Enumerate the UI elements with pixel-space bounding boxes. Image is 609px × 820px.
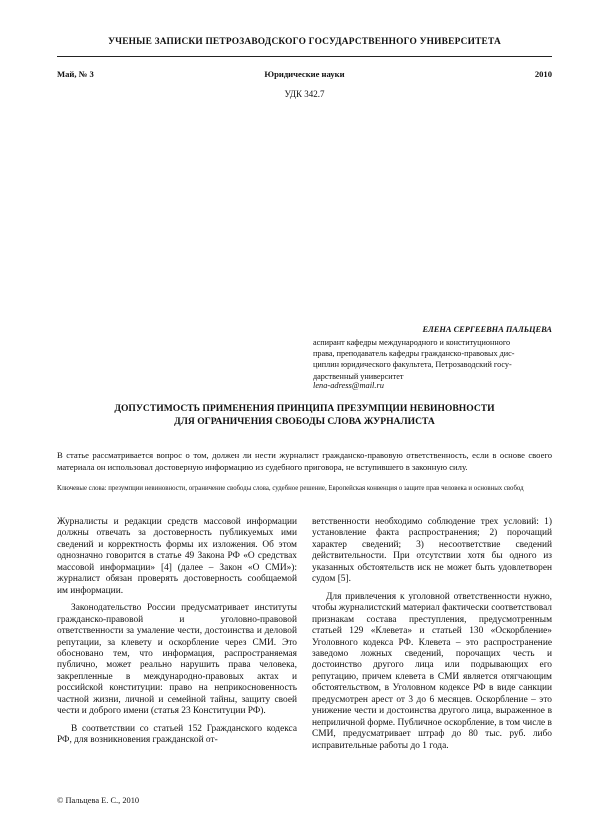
paragraph: ветственности необходимо соблюдение трех условий: 1) установление факта распространения; 2) порочащий характер сведений; 3) несоответствие сведений действительности. При отсутствии хотя бы одного из указанных обстоятельств иск не может быть удовлетворен судом [5]. — [312, 517, 552, 585]
header-divider — [57, 56, 552, 57]
affiliation-line: права, преподаватель кафедры гражданско-правовых дис- — [313, 349, 515, 359]
paragraph: В соответствии со статьей 152 Гражданского кодекса РФ, для возникновения гражданской от- — [57, 723, 297, 746]
body-column-left — [57, 517, 297, 747]
author-affiliation — [313, 337, 552, 382]
article-title — [57, 403, 552, 428]
author-name: ЕЛЕНА СЕРГЕЕВНА ПАЛЬЦЕВА — [422, 325, 552, 334]
body-column-right — [312, 517, 552, 752]
keywords: Ключевые слова: презумпции невиновности, ограничение свободы слова, судебное решение, Европейская конвенция о защите прав человека и основных свобод — [57, 485, 524, 492]
title-line: ДЛЯ ОГРАНИЧЕНИЯ СВОБОДЫ СЛОВА ЖУРНАЛИСТА — [174, 415, 435, 427]
title-line: ДОПУСТИМОСТЬ ПРИМЕНЕНИЯ ПРИНЦИПА ПРЕЗУМПЦИИ НЕВИНОВНОСТИ — [114, 403, 495, 414]
udc-code: УДК 342.7 — [284, 89, 325, 99]
abstract: В статье рассматривается вопрос о том, должен ли нести журналист гражданско-правовую ответственность, если в основе своего материала он использовал достоверную информацию из судебного приговора, не вступившего в законную силу. — [57, 450, 552, 472]
journal-title: УЧЕНЫЕ ЗАПИСКИ ПЕТРОЗАВОДСКОГО ГОСУДАРСТВЕННОГО УНИВЕРСИТЕТА — [108, 37, 501, 47]
section-label: Юридические науки — [264, 69, 345, 79]
affiliation-line: дарственный университет — [313, 371, 404, 381]
affiliation-line: аспирант кафедры международного и конституционного — [313, 338, 511, 347]
affiliation-line: циплин юридического факультета, Петрозаводский госу- — [313, 360, 512, 370]
paragraph: Законодательство России предусматривает институты гражданско-правовой и уголовно-правовой ответственности за умаление чести, достоинства и деловой репутации, за клевету и оскорбление через СМИ. Это обосновано тем, что информация, распространяемая публично, может реально нарушить права человека, закрепленные в международно-правовых актах и российской конституции: право на неприкосновенность частной жизни, личной и семейной тайны, защиту своей чести и доброго имени (статья 23 Конституции РФ). — [57, 603, 297, 717]
paragraph: Журналисты и редакции средств массовой информации должны отвечать за достоверность публикуемых ими сведений и корректность формы их изложения. Об этом однозначно говорится в статье 49 Закона РФ «О средствах массовой информации» [4] (далее – Закон «О СМИ»): журналист обязан проверять достоверность сообщаемой им информации. — [57, 517, 297, 596]
paragraph: Для привлечения к уголовной ответственности нужно, чтобы журналистский материал фактически соответствовал признакам состава преступления, предусмотренным статьей 129 «Клевета» и статьей 130 «Оскорбление» Уголовного кодекса РФ. Клевета – это распространение заведомо ложных сведений, порочащих честь и достоинство другого лица или подрывающих его репутацию, причем клевета в СМИ является отягчающим обстоятельством, в Уголовном кодексе РФ в виде санкции предусмотрен арест от 3 до 6 месяцев. Оскорбление – это унижение чести и достоинства другого лица, выраженное в неприличной форме. Публичное оскорбление, в том числе в СМИ, предусматривает штраф до 80 тыс. руб. либо исправительные работы до 1 года. — [312, 591, 552, 751]
year-label: 2010 — [534, 69, 552, 79]
issue-label: Май, № 3 — [57, 69, 94, 79]
copyright: © Пальцева Е. С., 2010 — [57, 796, 140, 805]
author-email[interactable]: lena-adress@mail.ru — [313, 381, 384, 390]
